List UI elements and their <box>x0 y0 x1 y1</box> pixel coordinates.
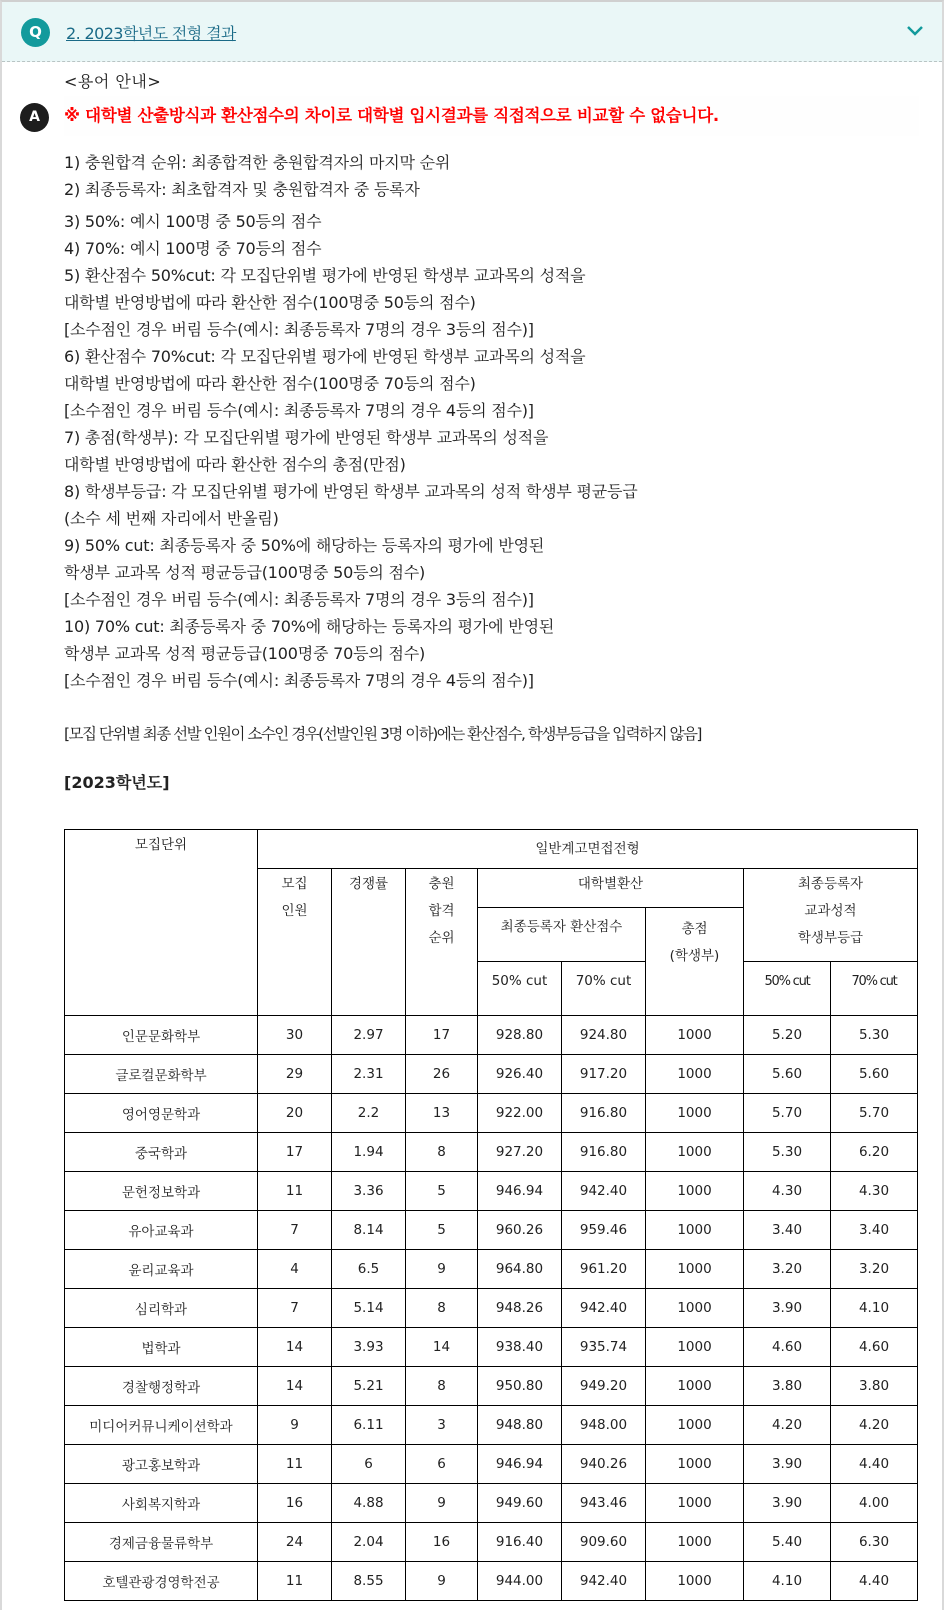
cell-cut50: 948.26 <box>478 1289 562 1328</box>
cell-unit: 글로컬문화학부 <box>65 1055 258 1094</box>
cell-total: 1000 <box>646 1367 744 1406</box>
cell-grade-cut50: 3.80 <box>744 1367 831 1406</box>
cell-ratio: 8.55 <box>332 1562 406 1601</box>
table-body <box>65 1016 918 1601</box>
cell-grade-cut70: 5.60 <box>831 1055 918 1094</box>
cell-ratio: 3.93 <box>332 1328 406 1367</box>
small-quota-notice: [모집 단위별 최종 선발 인원이 소수인 경우(선발인원 3명 이하)에는 환산점수, 학생부등급을 입력하지 않음] <box>64 725 701 743</box>
cell-ratio: 5.14 <box>332 1289 406 1328</box>
cell-quota: 29 <box>258 1055 332 1094</box>
cell-total: 1000 <box>646 1250 744 1289</box>
table-row <box>65 1328 918 1367</box>
cell-cut50: 964.80 <box>478 1250 562 1289</box>
definition-line: 대학별 반영방법에 따라 환산한 점수의 총점(만점) <box>64 455 406 474</box>
col-header-grade-cut50: 50% cut <box>744 962 831 1016</box>
terms-guide-label: <용어 안내> <box>64 72 162 91</box>
cell-grade-cut50: 3.20 <box>744 1250 831 1289</box>
cell-cut50: 944.00 <box>478 1562 562 1601</box>
cell-cut70: 942.40 <box>562 1562 646 1601</box>
answer-badge: A <box>20 103 49 132</box>
year-heading: [2023학년도] <box>64 773 170 792</box>
cell-ratio: 3.36 <box>332 1172 406 1211</box>
cell-grade-cut50: 4.60 <box>744 1328 831 1367</box>
cell-cut70: 909.60 <box>562 1523 646 1562</box>
table-row <box>65 1406 918 1445</box>
definition-line: 9) 50% cut: 최종등록자 중 50%에 해당하는 등록자의 평가에 반영된 <box>64 536 545 555</box>
cell-cut50: 948.80 <box>478 1406 562 1445</box>
cell-total: 1000 <box>646 1289 744 1328</box>
cell-cut50: 916.40 <box>478 1523 562 1562</box>
cell-grade-cut50: 3.90 <box>744 1445 831 1484</box>
cell-rank: 9 <box>406 1250 478 1289</box>
cell-grade-cut50: 5.40 <box>744 1523 831 1562</box>
cell-grade-cut70: 3.80 <box>831 1367 918 1406</box>
definition-line: (소수 세 번째 자리에서 반올림) <box>64 509 279 528</box>
cell-cut50: 960.26 <box>478 1211 562 1250</box>
cell-ratio: 1.94 <box>332 1133 406 1172</box>
cell-ratio: 6.5 <box>332 1250 406 1289</box>
cell-rank: 9 <box>406 1562 478 1601</box>
cell-unit: 법학과 <box>65 1328 258 1367</box>
definition-line: 학생부 교과목 성적 평균등급(100명중 70등의 점수) <box>64 644 426 663</box>
cell-grade-cut70: 4.40 <box>831 1562 918 1601</box>
cell-grade-cut50: 5.60 <box>744 1055 831 1094</box>
cell-cut70: 949.20 <box>562 1367 646 1406</box>
cell-cut70: 942.40 <box>562 1289 646 1328</box>
definition-line: 6) 환산점수 70%cut: 각 모집단위별 평가에 반영된 학생부 교과목의 성적을 <box>64 347 586 366</box>
cell-grade-cut50: 3.90 <box>744 1484 831 1523</box>
cell-total: 1000 <box>646 1133 744 1172</box>
cell-cut50: 928.80 <box>478 1016 562 1055</box>
cell-grade-cut70: 4.20 <box>831 1406 918 1445</box>
cell-total: 1000 <box>646 1523 744 1562</box>
question-badge: Q <box>21 18 50 47</box>
cell-rank: 17 <box>406 1016 478 1055</box>
table-row <box>65 1289 918 1328</box>
cell-unit: 경찰행정학과 <box>65 1367 258 1406</box>
cell-grade-cut70: 4.60 <box>831 1328 918 1367</box>
cell-rank: 26 <box>406 1055 478 1094</box>
cell-ratio: 2.04 <box>332 1523 406 1562</box>
cell-total: 1000 <box>646 1172 744 1211</box>
cell-cut70: 943.46 <box>562 1484 646 1523</box>
cell-ratio: 2.97 <box>332 1016 406 1055</box>
cell-unit: 문헌정보학과 <box>65 1172 258 1211</box>
cell-cut50: 946.94 <box>478 1445 562 1484</box>
cell-total: 1000 <box>646 1484 744 1523</box>
cell-grade-cut70: 4.30 <box>831 1172 918 1211</box>
col-header-track: 일반계고면접전형 <box>258 830 918 869</box>
definition-line: 8) 학생부등급: 각 모집단위별 평가에 반영된 학생부 교과목의 성적 학생부 평균등급 <box>64 482 638 501</box>
col-header-rank: 충원 합격 순위 <box>406 869 478 1016</box>
cell-grade-cut50: 5.30 <box>744 1133 831 1172</box>
table-row <box>65 1523 918 1562</box>
definition-line: 대학별 반영방법에 따라 환산한 점수(100명중 50등의 점수) <box>64 293 476 312</box>
cell-unit: 영어영문학과 <box>65 1094 258 1133</box>
definition-line: [소수점인 경우 버림 등수(예시: 최종등록자 7명의 경우 3등의 점수)] <box>64 320 534 339</box>
cell-grade-cut70: 4.10 <box>831 1289 918 1328</box>
cell-total: 1000 <box>646 1094 744 1133</box>
cell-rank: 3 <box>406 1406 478 1445</box>
cell-grade-cut50: 3.90 <box>744 1289 831 1328</box>
cell-ratio: 8.14 <box>332 1211 406 1250</box>
cell-quota: 16 <box>258 1484 332 1523</box>
table-row <box>65 1172 918 1211</box>
cell-cut70: 940.26 <box>562 1445 646 1484</box>
faq-question-title-link[interactable]: 2. 2023학년도 전형 결과 <box>66 24 236 43</box>
definition-line: [소수점인 경우 버림 등수(예시: 최종등록자 7명의 경우 3등의 점수)] <box>64 590 534 609</box>
cell-cut70: 935.74 <box>562 1328 646 1367</box>
cell-cut70: 916.80 <box>562 1133 646 1172</box>
cell-quota: 4 <box>258 1250 332 1289</box>
cell-rank: 16 <box>406 1523 478 1562</box>
table-row <box>65 1211 918 1250</box>
table-row <box>65 1055 918 1094</box>
col-header-quota: 모집 인원 <box>258 869 332 1016</box>
cell-quota: 30 <box>258 1016 332 1055</box>
table-row <box>65 1367 918 1406</box>
col-header-unit: 모집단위 <box>65 830 258 1016</box>
cell-cut50: 949.60 <box>478 1484 562 1523</box>
cell-quota: 7 <box>258 1289 332 1328</box>
cell-grade-cut70: 6.30 <box>831 1523 918 1562</box>
col-header-final-conversion: 최종등록자 환산점수 <box>478 908 646 962</box>
cell-cut70: 917.20 <box>562 1055 646 1094</box>
cell-grade-cut70: 5.70 <box>831 1094 918 1133</box>
cell-unit: 윤리교육과 <box>65 1250 258 1289</box>
cell-rank: 6 <box>406 1445 478 1484</box>
cell-total: 1000 <box>646 1055 744 1094</box>
cell-quota: 11 <box>258 1562 332 1601</box>
cell-quota: 20 <box>258 1094 332 1133</box>
cell-quota: 7 <box>258 1211 332 1250</box>
definition-line: 2) 최종등록자: 최초합격자 및 충원합격자 중 등록자 <box>64 180 420 199</box>
cell-unit: 유아교육과 <box>65 1211 258 1250</box>
cell-grade-cut50: 4.20 <box>744 1406 831 1445</box>
cell-grade-cut70: 3.40 <box>831 1211 918 1250</box>
col-header-ratio: 경쟁률 <box>332 869 406 1016</box>
chevron-down-icon[interactable] <box>906 22 924 40</box>
definition-line: 4) 70%: 예시 100명 중 70등의 점수 <box>64 239 322 258</box>
cell-cut50: 938.40 <box>478 1328 562 1367</box>
answer-content <box>64 68 919 796</box>
cell-unit: 중국학과 <box>65 1133 258 1172</box>
definition-line: 10) 70% cut: 최종등록자 중 70%에 해당하는 등록자의 평가에 반영된 <box>64 617 555 636</box>
cell-cut70: 961.20 <box>562 1250 646 1289</box>
cell-cut50: 950.80 <box>478 1367 562 1406</box>
cell-grade-cut70: 3.20 <box>831 1250 918 1289</box>
cell-quota: 14 <box>258 1328 332 1367</box>
cell-cut70: 942.40 <box>562 1172 646 1211</box>
cell-ratio: 2.2 <box>332 1094 406 1133</box>
faq-question-header[interactable] <box>2 2 942 62</box>
cell-rank: 8 <box>406 1133 478 1172</box>
table-row <box>65 1562 918 1601</box>
definition-line: [소수점인 경우 버림 등수(예시: 최종등록자 7명의 경우 4등의 점수)] <box>64 401 534 420</box>
cell-rank: 13 <box>406 1094 478 1133</box>
cell-total: 1000 <box>646 1562 744 1601</box>
cell-cut50: 927.20 <box>478 1133 562 1172</box>
cell-grade-cut50: 4.10 <box>744 1562 831 1601</box>
cell-grade-cut50: 5.20 <box>744 1016 831 1055</box>
definition-line: 학생부 교과목 성적 평균등급(100명중 50등의 점수) <box>64 563 426 582</box>
cell-cut50: 922.00 <box>478 1094 562 1133</box>
cell-total: 1000 <box>646 1211 744 1250</box>
table-row <box>65 1445 918 1484</box>
cell-grade-cut70: 4.00 <box>831 1484 918 1523</box>
table-row <box>65 1133 918 1172</box>
cell-ratio: 5.21 <box>332 1367 406 1406</box>
cell-ratio: 4.88 <box>332 1484 406 1523</box>
cell-rank: 9 <box>406 1484 478 1523</box>
cell-quota: 11 <box>258 1172 332 1211</box>
cell-quota: 17 <box>258 1133 332 1172</box>
cell-ratio: 6 <box>332 1445 406 1484</box>
cell-unit: 사회복지학과 <box>65 1484 258 1523</box>
cell-cut70: 959.46 <box>562 1211 646 1250</box>
cell-quota: 14 <box>258 1367 332 1406</box>
cell-quota: 24 <box>258 1523 332 1562</box>
cell-unit: 미디어커뮤니케이션학과 <box>65 1406 258 1445</box>
cell-unit: 광고홍보학과 <box>65 1445 258 1484</box>
warning-notice: ※ 대학별 산출방식과 환산점수의 차이로 대학별 입시결과를 직접적으로 비교할 수 없습니다. <box>64 96 919 136</box>
cell-quota: 9 <box>258 1406 332 1445</box>
col-header-cut70: 70% cut <box>562 962 646 1016</box>
cell-unit: 호텔관광경영학전공 <box>65 1562 258 1601</box>
table-row <box>65 1484 918 1523</box>
cell-total: 1000 <box>646 1016 744 1055</box>
cell-total: 1000 <box>646 1328 744 1367</box>
cell-unit: 인문문화학부 <box>65 1016 258 1055</box>
col-header-grade: 최종등록자 교과성적 학생부등급 <box>744 869 918 962</box>
cell-grade-cut50: 3.40 <box>744 1211 831 1250</box>
cell-total: 1000 <box>646 1445 744 1484</box>
cell-grade-cut70: 4.40 <box>831 1445 918 1484</box>
cell-ratio: 2.31 <box>332 1055 406 1094</box>
cell-cut70: 948.00 <box>562 1406 646 1445</box>
cell-unit: 심리학과 <box>65 1289 258 1328</box>
cell-cut70: 916.80 <box>562 1094 646 1133</box>
definition-line: 1) 충원합격 순위: 최종합격한 충원합격자의 마지막 순위 <box>64 153 451 172</box>
admission-results-table <box>64 829 918 1601</box>
cell-cut50: 926.40 <box>478 1055 562 1094</box>
cell-grade-cut50: 4.30 <box>744 1172 831 1211</box>
cell-rank: 5 <box>406 1211 478 1250</box>
col-header-cut50: 50% cut <box>478 962 562 1016</box>
table-row <box>65 1250 918 1289</box>
cell-ratio: 6.11 <box>332 1406 406 1445</box>
cell-unit: 경제금융물류학부 <box>65 1523 258 1562</box>
cell-quota: 11 <box>258 1445 332 1484</box>
cell-grade-cut50: 5.70 <box>744 1094 831 1133</box>
table-row <box>65 1094 918 1133</box>
cell-cut50: 946.94 <box>478 1172 562 1211</box>
definition-line: 5) 환산점수 50%cut: 각 모집단위별 평가에 반영된 학생부 교과목의 성적을 <box>64 266 586 285</box>
cell-grade-cut70: 6.20 <box>831 1133 918 1172</box>
cell-rank: 8 <box>406 1367 478 1406</box>
definition-line: 대학별 반영방법에 따라 환산한 점수(100명중 70등의 점수) <box>64 374 476 393</box>
cell-rank: 5 <box>406 1172 478 1211</box>
table-row <box>65 1016 918 1055</box>
definition-line: [소수점인 경우 버림 등수(예시: 최종등록자 7명의 경우 4등의 점수)] <box>64 671 534 690</box>
definition-line: 7) 총점(학생부): 각 모집단위별 평가에 반영된 학생부 교과목의 성적을 <box>64 428 549 447</box>
cell-rank: 8 <box>406 1289 478 1328</box>
cell-total: 1000 <box>646 1406 744 1445</box>
col-header-grade-cut70: 70% cut <box>831 962 918 1016</box>
cell-rank: 14 <box>406 1328 478 1367</box>
col-header-total: 총점 (학생부) <box>646 908 744 1016</box>
definitions-list <box>64 149 919 694</box>
cell-grade-cut70: 5.30 <box>831 1016 918 1055</box>
col-header-univ-conversion: 대학별환산 <box>478 869 744 908</box>
definition-line: 3) 50%: 예시 100명 중 50등의 점수 <box>64 212 322 231</box>
cell-cut70: 924.80 <box>562 1016 646 1055</box>
